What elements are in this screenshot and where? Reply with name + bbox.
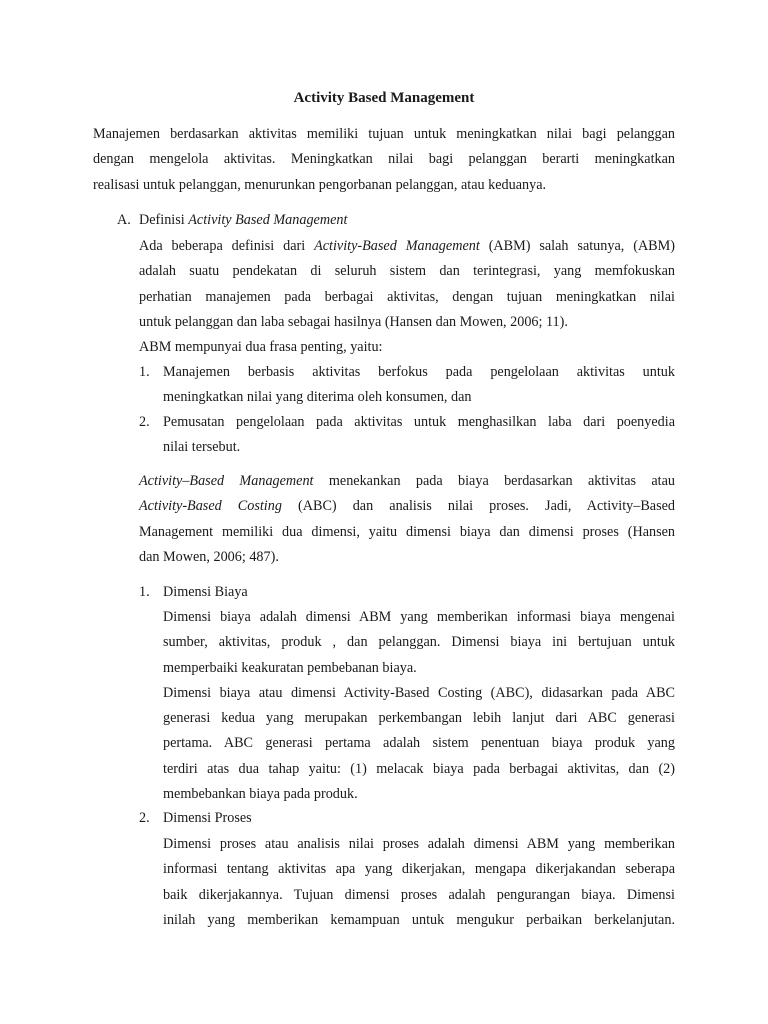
text-run: (ABM) salah satunya, (ABM): [479, 238, 675, 254]
list-number: 2.: [139, 414, 150, 430]
section-heading: [139, 208, 347, 233]
list-number: 2.: [139, 810, 150, 826]
dimension-paragraph: [163, 605, 675, 807]
section-marker: A.: [117, 212, 131, 228]
page-title: Activity Based Management: [293, 90, 475, 106]
list-number: 1.: [139, 584, 150, 600]
text-line: sumber, aktivitas, produk , dan pelanggan. Dimensi biaya ini bertujuan untuk: [163, 634, 675, 651]
text-line: perhatian manajemen pada berbagai aktivitas, dengan tujuan meningkatkan nilai: [139, 288, 675, 305]
text-line: Pemusatan pengelolaan pada aktivitas untuk menghasilkan laba dari poenyedia: [163, 414, 675, 430]
italic-term: Activity-Based Costing: [139, 498, 282, 515]
text-line: adalah suatu pendekatan di seluruh sistem dan terintegrasi, yang memfokuskan: [139, 263, 675, 280]
text-line: informasi tentang aktivitas apa yang dikerjakan, mengapa dikerjakandan seberapa: [163, 861, 675, 878]
text-line: Dimensi biaya atau dimensi Activity-Based Costing (ABC), didasarkan pada ABC: [163, 684, 675, 701]
text-line: Manajemen berdasarkan aktivitas memiliki tujuan untuk meningkatkan nilai bagi pelanggan: [93, 126, 675, 142]
text-line: nilai tersebut.: [163, 439, 241, 456]
text-line: pertama. ABC generasi pertama adalah sistem penentuan biaya produk yang: [163, 735, 675, 752]
text-line: Dimensi biaya adalah dimensi ABM yang memberikan informasi biaya mengenai: [163, 609, 675, 625]
text-line: dan Mowen, 2006; 487).: [139, 548, 279, 565]
section-heading-prefix: Definisi: [139, 212, 189, 228]
text-line: [139, 494, 675, 519]
italic-term: Activity–Based Management: [139, 473, 314, 489]
text-line: Dimensi proses atau analisis nilai proses adalah dimensi ABM yang memberikan: [163, 836, 675, 852]
text-run: menekankan pada biaya berdasarkan aktivitas atau: [313, 473, 675, 489]
text-line: [139, 469, 675, 494]
text-line: dengan mengelola aktivitas. Meningkatkan nilai bagi pelanggan berarti meningkatkan: [93, 151, 675, 168]
text-line: Manajemen berbasis aktivitas berfokus pada pengelolaan aktivitas untuk: [163, 364, 675, 380]
abm-paragraph: [139, 469, 675, 570]
text-line: ABM mempunyai dua frasa penting, yaitu:: [139, 339, 383, 356]
text-line: baik dikerjakannya. Tujuan dimensi proses adalah pengurangan biaya. Dimensi: [163, 886, 675, 903]
section-heading-italic: Activity Based Management: [188, 212, 348, 228]
text-line: generasi kedua yang merupakan perkembangan lebih lanjut dari ABC generasi: [163, 710, 675, 727]
text-line: [139, 234, 675, 259]
text-line: memperbaiki keakuratan pembebanan biaya.: [163, 659, 417, 676]
intro-paragraph: [93, 122, 675, 198]
dimension-title: Dimensi Biaya: [163, 584, 248, 600]
dimension-paragraph: [163, 832, 675, 933]
list-item: [163, 410, 675, 461]
list-number: 1.: [139, 364, 150, 380]
text-line: Management memiliki dua dimensi, yaitu dimensi biaya dan dimensi proses (Hansen: [139, 523, 675, 540]
text-line: meningkatkan nilai yang diterima oleh konsumen, dan: [163, 389, 472, 406]
definition-paragraph: [139, 234, 675, 360]
list-item: [163, 360, 675, 411]
text-run: Ada beberapa definisi dari: [139, 238, 315, 254]
text-line: realisasi untuk pelanggan, menurunkan pengorbanan pelanggan, atau keduanya.: [93, 176, 547, 193]
dimension-title: Dimensi Proses: [163, 810, 252, 826]
italic-term: Activity-Based Management: [314, 238, 480, 254]
text-line: untuk pelanggan dan laba sebagai hasilnya (Hansen dan Mowen, 2006; 11).: [139, 313, 568, 330]
text-line: terdiri atas dua tahap yaitu: (1) melacak biaya pada berbagai aktivitas, dan (2): [163, 760, 675, 777]
text-line: inilah yang memberikan kemampuan untuk mengukur perbaikan berkelanjutan.: [163, 911, 675, 928]
text-line: membebankan biaya pada produk.: [163, 786, 358, 803]
text-run: (ABC) dan analisis nilai proses. Jadi, Activity–Based: [281, 498, 676, 515]
